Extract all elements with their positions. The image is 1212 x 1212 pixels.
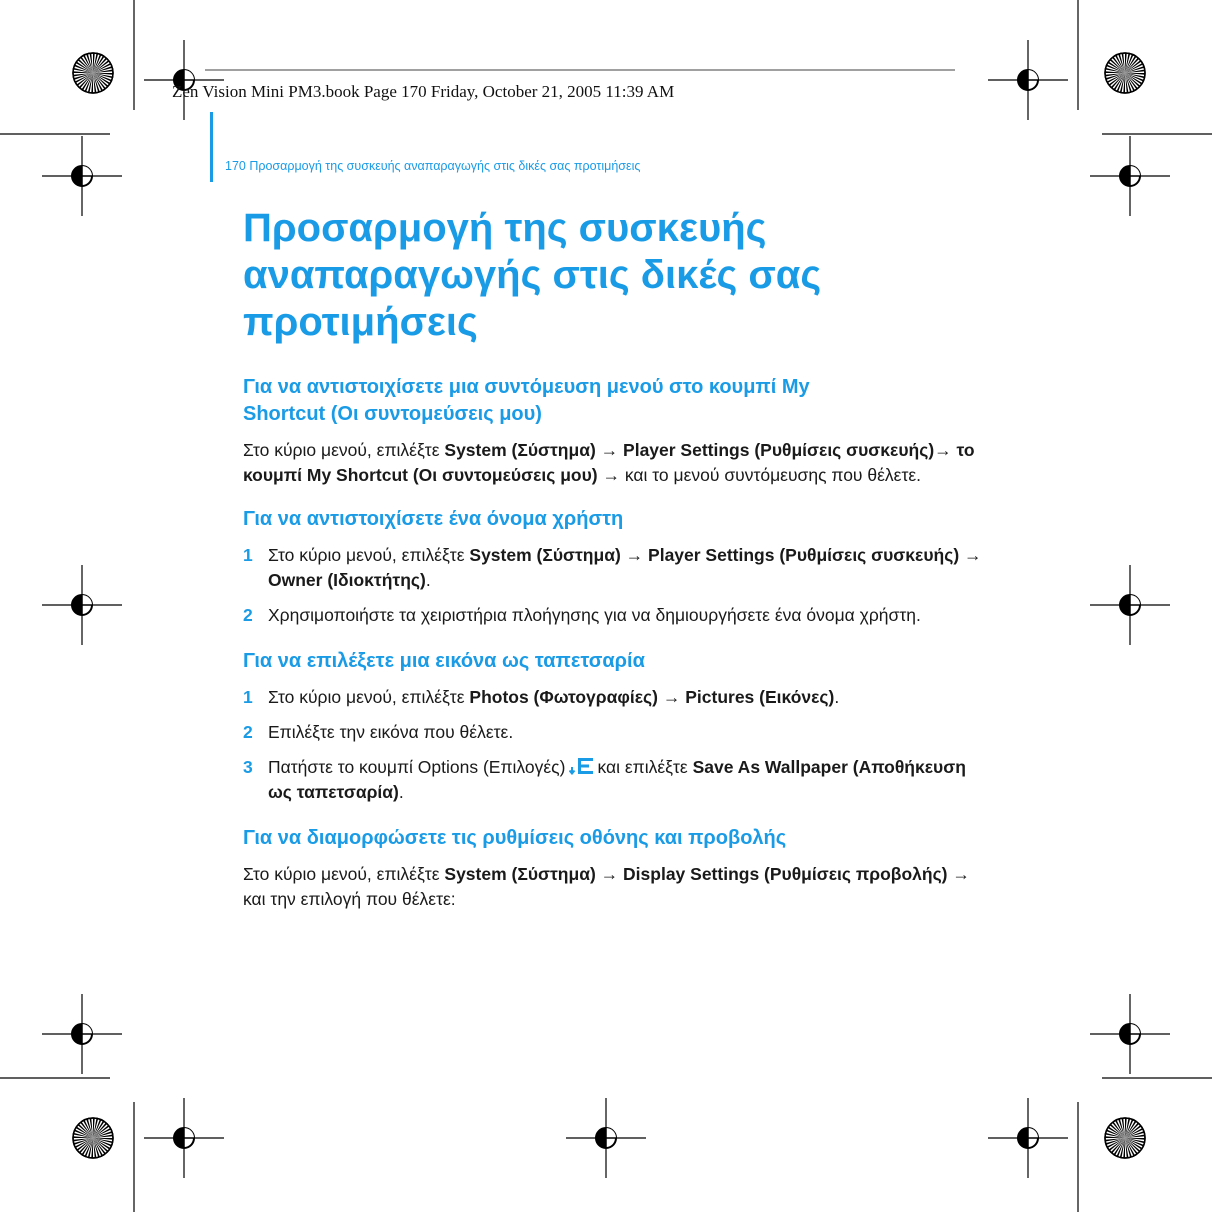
heading-line-1: Για να αντιστοιχίσετε μια συντόμευση μενού στο κουμπί My	[243, 376, 810, 398]
list-item	[243, 543, 983, 593]
list-item	[243, 685, 983, 710]
section-wallpaper	[243, 648, 983, 805]
text-run: Στο κύριο μενού, επιλέξτε	[268, 687, 470, 707]
accent-bar	[210, 112, 213, 182]
menu-path-bold: Pictures (Εικόνες)	[685, 687, 835, 707]
menu-path-bold: Save As Wallpaper (Αποθήκευση ως ταπετσαρία)	[268, 757, 966, 802]
book-file-line: Zen Vision Mini PM3.book Page 170 Friday, October 21, 2005 11:39 AM	[172, 82, 675, 101]
page-title	[243, 205, 983, 346]
heading-line-2: Shortcut (Οι συντομεύσεις μου)	[243, 403, 542, 425]
text-run: Επιλέξτε την εικόνα που θέλετε.	[268, 722, 514, 742]
registration-mark-icon	[566, 1098, 646, 1178]
menu-path-bold: System (Σύστημα)	[469, 545, 621, 565]
text-run: και επιλέξτε	[597, 757, 693, 777]
menu-path-bold: Player Settings (Ρυθμίσεις συσκευής)	[623, 440, 935, 460]
registration-mark-icon	[1090, 994, 1170, 1074]
section-heading	[243, 374, 983, 428]
text-run: .	[398, 782, 404, 802]
title-line-2: αναπαραγωγής στις δικές σας	[243, 253, 822, 297]
text-run: →	[595, 864, 624, 884]
text-run: →	[959, 545, 982, 565]
registration-mark-icon	[1090, 565, 1170, 645]
list-item	[243, 603, 983, 628]
registration-mark-icon	[42, 565, 122, 645]
menu-path-bold: Player Settings (Ρυθμίσεις συσκευής)	[648, 545, 960, 565]
text-run: .	[834, 687, 840, 707]
starburst-target-icon	[71, 1116, 115, 1160]
text-run: → και το μενού συντόμευσης που θέλετε.	[597, 465, 922, 485]
text-run: Πατήστε το κουμπί Options (Επιλογές)	[268, 757, 566, 777]
page-content	[243, 205, 983, 930]
section-heading: Για να διαμορφώσετε τις ρυθμίσεις οθόνης και προβολής	[243, 827, 787, 849]
registration-mark-icon	[42, 136, 122, 216]
section-owner-name	[243, 506, 983, 628]
text-run: →	[595, 440, 624, 460]
step-number: 2	[243, 722, 253, 742]
text-run: Στο κύριο μενού, επιλέξτε	[268, 545, 470, 565]
menu-path-bold: Photos (Φωτογραφίες)	[469, 687, 658, 707]
text-run: →	[620, 545, 649, 565]
menu-path-bold: το κουμπί My Shortcut (Οι συντομεύσεις μου)	[243, 440, 975, 485]
steps-list	[243, 543, 983, 628]
title-line-1: Προσαρμογή της συσκευής	[243, 206, 767, 250]
step-number: 1	[243, 687, 253, 707]
text-run: .	[425, 570, 431, 590]
text-run: →	[658, 687, 686, 707]
steps-list	[243, 685, 983, 805]
starburst-target-icon	[71, 51, 115, 95]
registration-mark-icon	[144, 40, 224, 120]
registration-mark-icon	[1090, 136, 1170, 216]
text-run: Στο κύριο μενού, επιλέξτε	[243, 440, 445, 460]
text-run: → και την επιλογή που θέλετε:	[243, 864, 970, 909]
list-item	[243, 755, 983, 805]
options-menu-icon	[569, 757, 593, 775]
starburst-target-icon	[1103, 51, 1147, 95]
text-run: →	[934, 440, 957, 460]
step-number: 1	[243, 545, 253, 565]
registration-mark-icon	[988, 40, 1068, 120]
step-number: 2	[243, 605, 253, 625]
section-paragraph	[243, 438, 983, 488]
title-line-3: προτιμήσεις	[243, 300, 478, 344]
text-run: Στο κύριο μενού, επιλέξτε	[243, 864, 445, 884]
starburst-target-icon	[1103, 1116, 1147, 1160]
menu-path-bold: Owner (Ιδιοκτήτης)	[268, 570, 426, 590]
text-run: Χρησιμοποιήστε τα χειριστήρια πλοήγησης για να δημιουργήσετε ένα όνομα χρήστη.	[268, 605, 921, 625]
step-number: 3	[243, 757, 253, 777]
section-paragraph	[243, 862, 983, 912]
registration-mark-icon	[144, 1098, 224, 1178]
section-heading: Για να αντιστοιχίσετε ένα όνομα χρήστη	[243, 508, 624, 530]
section-display-settings	[243, 825, 983, 912]
menu-path-bold: System (Σύστημα)	[444, 864, 596, 884]
registration-mark-icon	[42, 994, 122, 1074]
registration-mark-icon	[988, 1098, 1068, 1178]
list-item	[243, 720, 983, 745]
section-heading: Για να επιλέξετε μια εικόνα ως ταπετσαρία	[243, 650, 645, 672]
menu-path-bold: System (Σύστημα)	[444, 440, 596, 460]
section-my-shortcut	[243, 374, 983, 488]
menu-path-bold: Display Settings (Ρυθμίσεις προβολής)	[623, 864, 948, 884]
running-head: 170 Προσαρμογή της συσκευής αναπαραγωγής στις δικές σας προτιμήσεις	[225, 159, 641, 173]
